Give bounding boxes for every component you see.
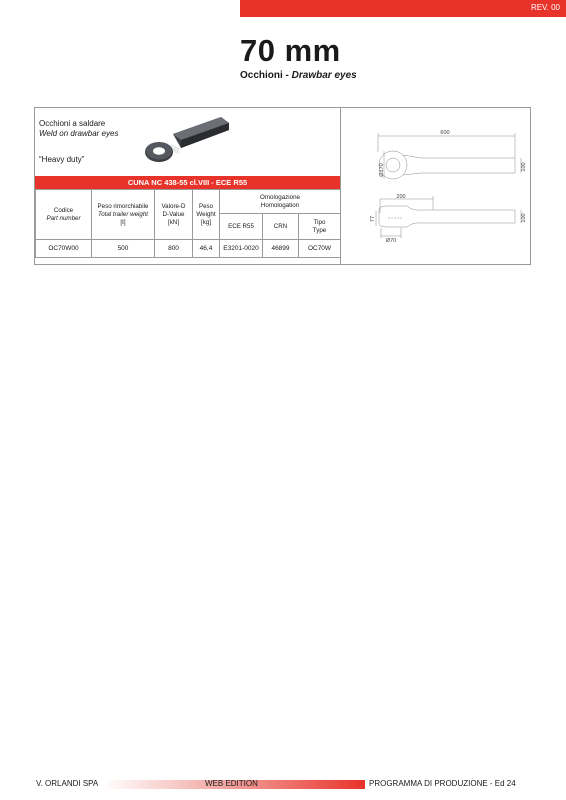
cell-codice: OC70W00 <box>36 240 92 258</box>
drawbar-eye-image <box>143 114 231 166</box>
footer-company: V. ORLANDI SPA <box>36 779 99 788</box>
dim-100-top: 100 <box>521 162 527 172</box>
page-title: 70 mm <box>240 33 341 68</box>
dim-100-bottom: 100 <box>521 213 527 223</box>
header-tipo: Tipo Type <box>299 214 341 240</box>
revision-label: REV. 00 <box>530 3 560 12</box>
header-crn: CRN <box>263 214 299 240</box>
description-en: Weld on drawbar eyes <box>39 129 119 138</box>
dim-77: 77 <box>370 215 376 223</box>
cell-peso: 46,4 <box>193 240 220 258</box>
cell-crn: 46899 <box>263 240 299 258</box>
header-peso-rimorchiabile: Peso rimorchiabile Total trailer weight [t] <box>92 190 155 240</box>
dim-600: 600 <box>440 130 450 136</box>
standard-bar <box>35 176 340 189</box>
table-row <box>36 240 341 258</box>
header-codice: Codice Part number <box>36 190 92 240</box>
header-omologazione: Omologazione Homologation <box>220 190 341 214</box>
cell-ece: E3201-0020 <box>220 240 263 258</box>
heavy-duty-label: “Heavy duty” <box>39 155 85 164</box>
header-peso: Peso Weight [kg] <box>193 190 220 240</box>
spec-table <box>35 189 341 258</box>
dim-200: 200 <box>396 194 406 200</box>
page-subtitle <box>240 70 357 81</box>
dim-70: Ø70 <box>385 238 397 244</box>
standard-label: CUNA NC 438-55 cl.VIII - ECE R55 <box>127 178 248 187</box>
subtitle-it: Occhioni - <box>240 70 292 81</box>
product-box <box>34 107 531 265</box>
revision-bar <box>240 0 566 17</box>
header-valore-d: Valore-D D-Value [kN] <box>155 190 193 240</box>
header-ece: ECE R55 <box>220 214 263 240</box>
description-it: Occhioni a saldare <box>39 119 106 128</box>
footer-web-edition: WEB EDITION <box>205 779 258 788</box>
footer-programma: PROGRAMMA DI PRODUZIONE - Ed 24 <box>369 779 516 788</box>
cell-valore-d: 800 <box>155 240 193 258</box>
dim-170: Ø170 <box>379 163 385 177</box>
technical-drawing <box>341 108 531 264</box>
product-description <box>39 119 118 139</box>
cell-tipo: OC70W <box>299 240 341 258</box>
cell-peso-rimorchiabile: 500 <box>92 240 155 258</box>
subtitle-en: Drawbar eyes <box>291 70 357 81</box>
